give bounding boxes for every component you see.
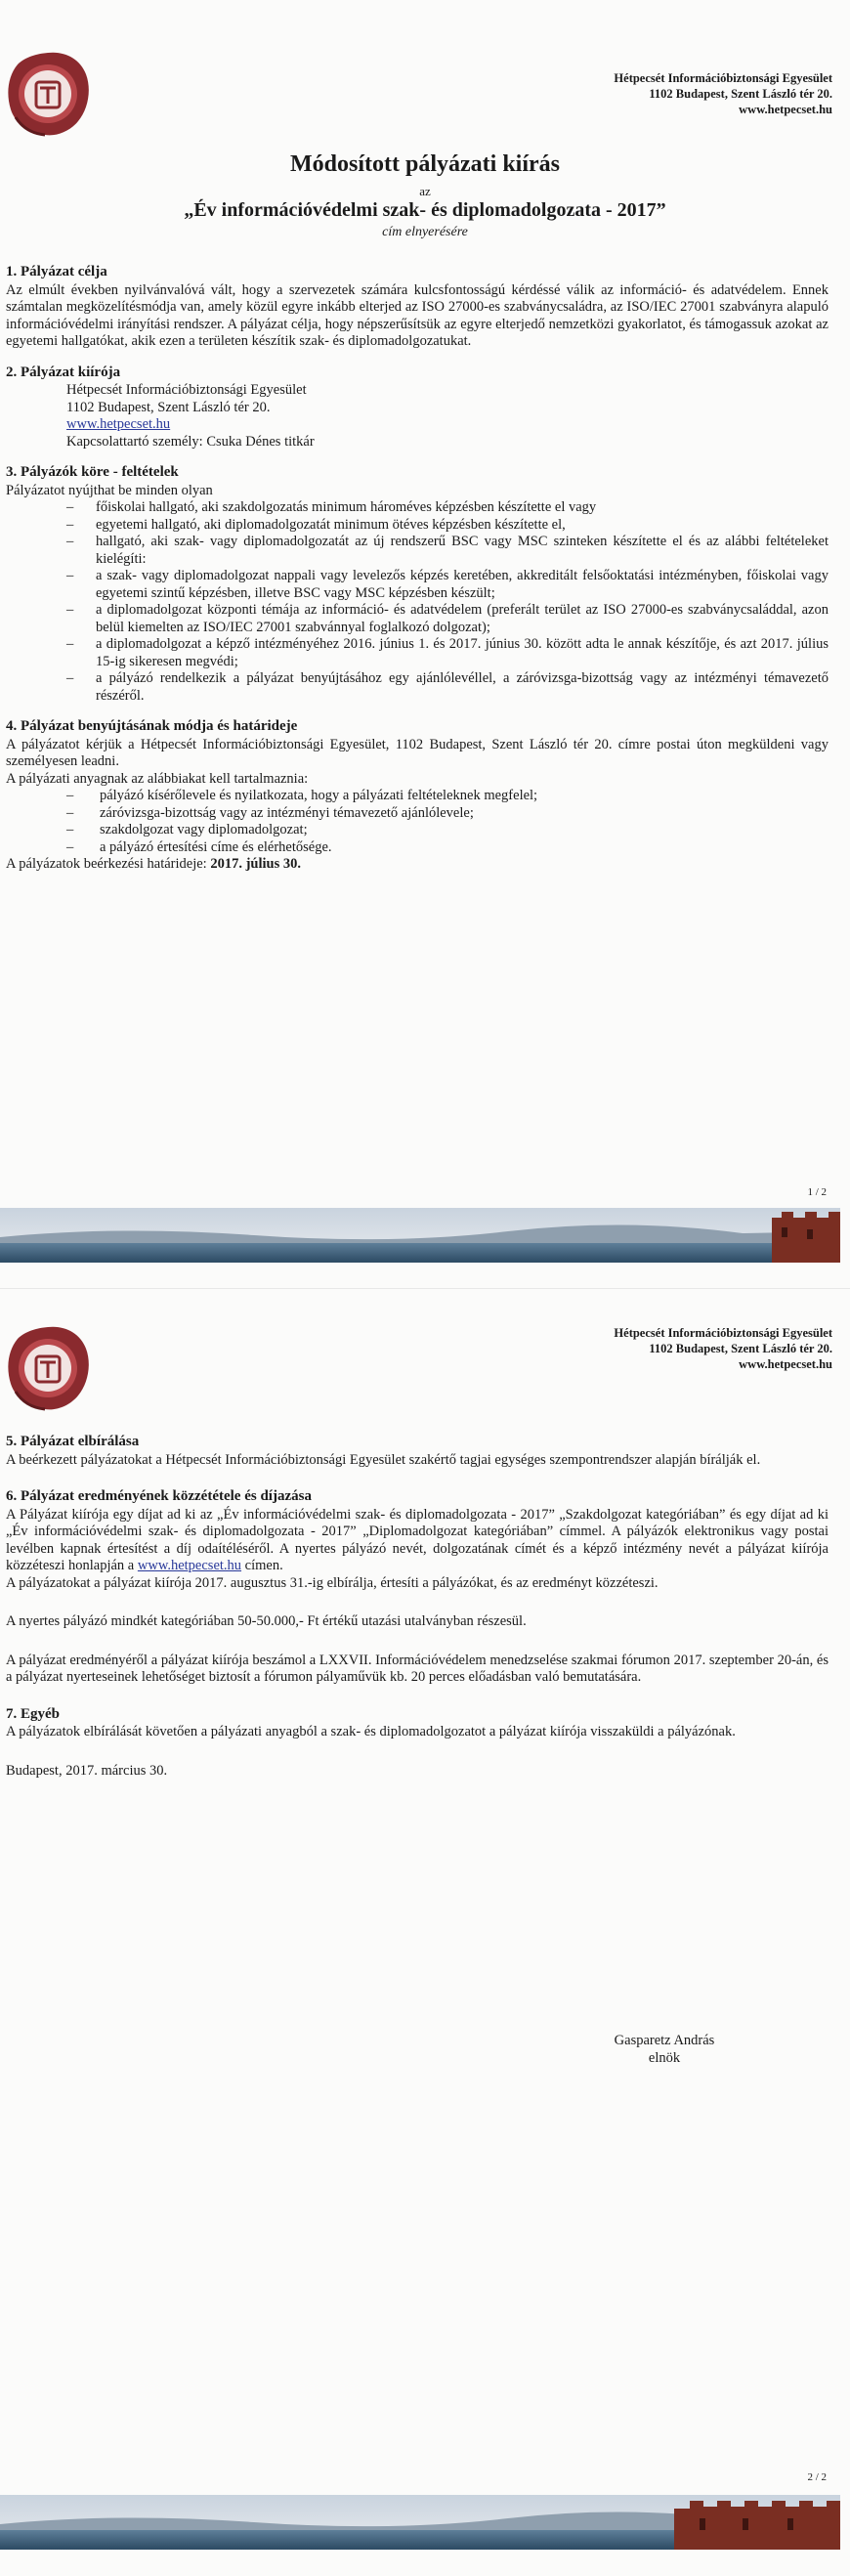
seal-logo — [6, 49, 90, 139]
header-address — [614, 70, 832, 117]
section-1-heading: 1. Pályázat célja — [6, 264, 107, 279]
section-6-web-link[interactable]: www.hetpecset.hu — [137, 1558, 242, 1573]
list-item: – a szak- vagy diplomadolgozat nappali vagy levelezős képzés keretében, akkreditált felsőoktatási intézményben, főiskolai vagy egyetemi szintű képzésben, illetve BSC vagy MSC képzésben készült; — [66, 568, 829, 602]
deadline-label: A pályázatok beérkezési határideje: — [6, 856, 207, 872]
section-7-heading: 7. Egyéb — [6, 1705, 61, 1722]
section-7-text: A pályázatok elbírálását követően a pályázati anyagból a szak- és diplomadolgozatot a pályázat kiírója visszaküldi a pályázónak. — [6, 1724, 736, 1739]
section-3-intro: Pályázatot nyújthat be minden olyan — [6, 482, 213, 498]
section-2-org-address: 1102 Budapest, Szent László tér 20. — [66, 399, 271, 415]
document-subtitle-cim: cím elnyerésére — [382, 225, 468, 239]
list-item: – záróvizsga-bizottság vagy az intézményi témavezető ajánlólevele; — [66, 805, 829, 823]
footer-banner-2 — [0, 2495, 840, 2550]
section-6-heading: 6. Pályázat eredményének közzététele és díjazása — [6, 1488, 312, 1504]
section-2-contact: Kapcsolattartó személy: Csuka Dénes titkár — [66, 433, 315, 450]
list-item: – a diplomadolgozat a képző intézményéhez 2016. június 1. és 2017. június 30. között adta le annak készítője, és azt 2017. július 15-ig sikeresen megvédi; — [66, 636, 829, 670]
list-item: – egyetemi hallgató, aki diplomadolgozatát minimum ötéves képzésben készítette el, — [66, 517, 829, 535]
page-2 — [0, 1288, 850, 2576]
footer-banner-1 — [0, 1208, 840, 1263]
header-org-name: Hétpecsét Információbiztonsági Egyesület — [614, 71, 832, 85]
page-1-content — [6, 264, 829, 874]
header-org-web: www.hetpecset.hu — [739, 103, 832, 116]
list-item: – a pályázó rendelkezik a pályázat benyújtásához egy ajánlólevéllel, a záróvizsga-bizottság vagy az intézményi témavezető részéről. — [66, 670, 829, 705]
section-5-text: A beérkezett pályázatokat a Hétpecsét Információbiztonsági Egyesület szakértő tagjai egységes szempontrendszer alapján bírálják el. — [6, 1451, 761, 1468]
signer-name: Gasparetz András — [614, 2033, 715, 2048]
deadline-date: 2017. július 30. — [210, 856, 302, 872]
section-4-deadline — [6, 856, 829, 874]
section-4-heading: 4. Pályázat benyújtásának módja és határideje — [6, 718, 298, 734]
header-address — [614, 1325, 832, 1372]
section-2-web-link[interactable]: www.hetpecset.hu — [66, 416, 171, 432]
list-item: – a diplomadolgozat központi témája az információ- és adatvédelem (preferált terület az ISO 27000-es szabványcsaláddal, azon belül kiemelten az ISO/IEC 27001 szabvánnyal foglalkozó dolgozat); — [66, 602, 829, 636]
section-6-text-1a: A Pályázat kiírója egy díjat ad ki az „Év információvédelmi szak- és diplomadolgozata - 2017” „Szakdolgozat kategóriában” és egy díjat ad ki „Év információvédelmi szak- és diplomadolgozata - 2017” „Diplomadolgozat kategóriában” címmel. A pályázók elektronikus vagy postai levélben kapnak értesítést a díj odaítéléséről. A nyertes pályázó nevét, dolgozatának címét és a képző intézmény nevét a pályázat kiírója közzéteszi honlapján a — [6, 1506, 829, 1573]
section-6-text-4: A pályázat eredményéről a pályázat kiírója beszámol a LXXVII. Információvédelem menedzselése szakmai fórumon 2017. szeptember 20-án, és a pályázat nyerteseinek lehetőséget biztosít a fórumon pályaművük kb. 20 perces előadásban való bemutatására. — [6, 1652, 829, 1685]
place-date: Budapest, 2017. március 30. — [6, 1762, 168, 1779]
section-2-heading: 2. Pályázat kiírója — [6, 364, 121, 380]
document-title-az: az — [419, 184, 431, 198]
header-org-address: 1102 Budapest, Szent László tér 20. — [649, 1342, 832, 1355]
section-4-text-1: A pályázatot kérjük a Hétpecsét Információbiztonsági Egyesület, 1102 Budapest, Szent László tér 20. címre postai úton megküldeni vagy személyesen leadni. — [6, 736, 829, 769]
document-title: Módosított pályázati kiírás — [290, 151, 560, 177]
header-org-address: 1102 Budapest, Szent László tér 20. — [649, 87, 832, 101]
page-number-1: 1 / 2 — [807, 1186, 827, 1198]
list-item: – szakdolgozat vagy diplomadolgozat; — [66, 822, 829, 839]
section-4-list — [6, 788, 829, 856]
section-6-text-1 — [6, 1507, 829, 1575]
page-number-2: 2 / 2 — [807, 2471, 827, 2483]
list-item: – főiskolai hallgató, aki szakdolgozatás minimum hároméves képzésben készítette el vagy — [66, 499, 829, 517]
header-org-web: www.hetpecset.hu — [739, 1357, 832, 1371]
document-subtitle: „Év információvédelmi szak- és diplomadolgozata - 2017” — [184, 199, 666, 221]
list-item: – hallgató, aki szak- vagy diplomadolgozatát az új rendszerű BSC vagy MSC szinteken készítette el és az alábbi feltételeket kielégíti: — [66, 534, 829, 568]
section-5-heading: 5. Pályázat elbírálása — [6, 1434, 140, 1449]
page-2-content — [6, 1434, 829, 1780]
list-item: – pályázó kísérőlevele és nyilatkozata, hogy a pályázati feltételeknek megfelel; — [66, 788, 829, 805]
section-6-text-2: A pályázatokat a pályázat kiírója 2017. augusztus 31.-ig elbírálja, értesíti a pályázókat, és az eredményt közzéteszi. — [6, 1574, 659, 1591]
section-6-text-1b: címen. — [244, 1558, 283, 1573]
seal-logo — [6, 1323, 90, 1413]
section-6-text-3: A nyertes pályázó mindkét kategóriában 50-50.000,- Ft értékű utazási utalványban részesül. — [6, 1613, 527, 1629]
signature-block — [586, 2032, 743, 2067]
section-1-text: Az elmúlt években nyilvánvalóvá vált, hogy a szervezetek számára kulcsfontosságú kérdéssé válik az információ- és adatvédelem. Ennek számtalan megközelítésmódja van, amely közül egyre inkább elterjed az ISO 27000-es szabványcsaládra, az ISO/IEC 27001 szabványra alapuló információvédelmi irányítási rendszer. A pályázat célja, hogy népszerűsítsük az egyre elterjedő nemzetközi gyakorlatot, és támogassuk azokat az egyetemi hallgatókat, akik ezen a területen készítik szak- és diplomadolgozatukat. — [6, 281, 829, 349]
header-org-name: Hétpecsét Információbiztonsági Egyesület — [614, 1326, 832, 1340]
section-2-details — [6, 382, 829, 451]
section-3-list — [6, 499, 829, 705]
section-3-heading: 3. Pályázók köre - feltételek — [6, 464, 179, 480]
signer-role: elnök — [648, 2050, 681, 2066]
section-4-text-2: A pályázati anyagnak az alábbiakat kell tartalmaznia: — [6, 770, 309, 787]
list-item: – a pályázó értesítési címe és elérhetősége. — [66, 839, 829, 857]
section-2-org-name: Hétpecsét Információbiztonsági Egyesület — [66, 382, 307, 398]
